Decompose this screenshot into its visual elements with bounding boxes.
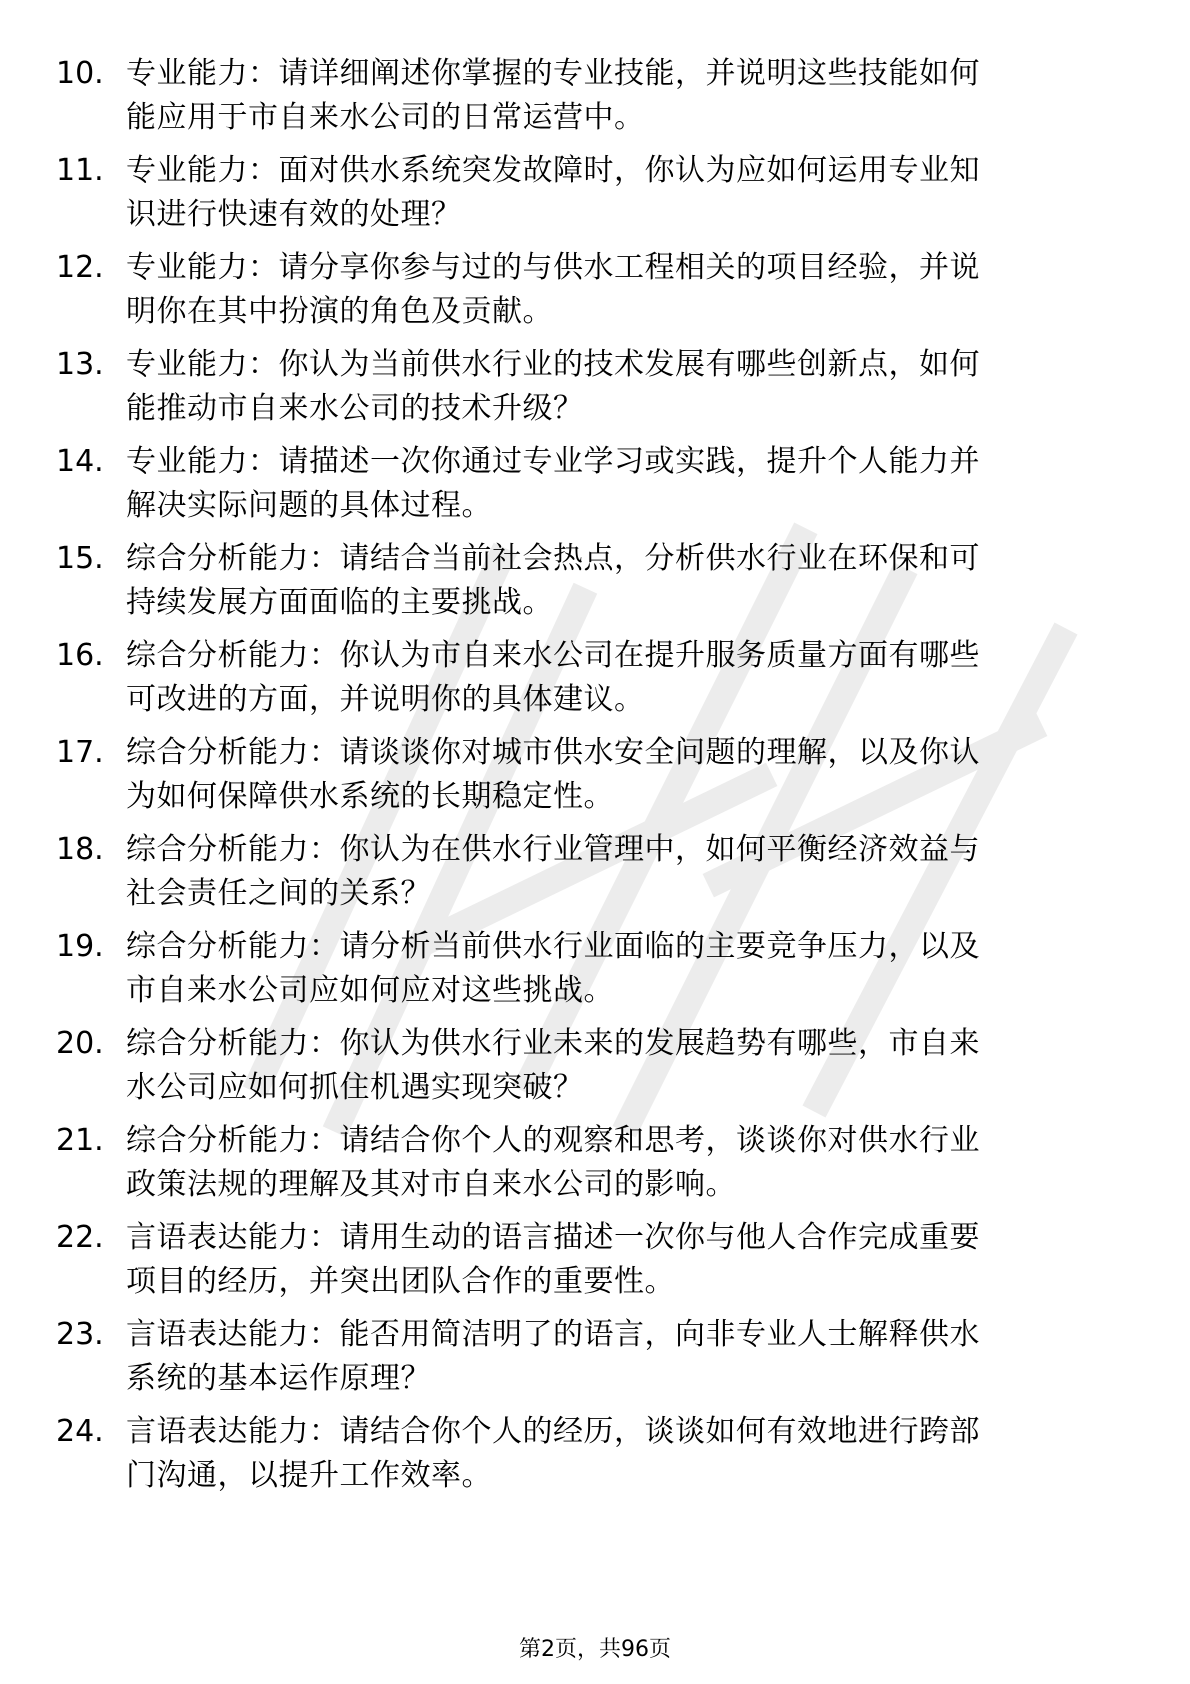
- question-text-line: 解决实际问题的具体过程。: [126, 488, 492, 523]
- question-text: [126, 440, 1126, 528]
- question-text-line: 专业能力：请描述一次你通过专业学习或实践，提升个人能力并: [126, 444, 980, 479]
- question-list: [0, 52, 1190, 1507]
- question-text-line: 可改进的方面，并说明你的具体建议。: [126, 682, 645, 717]
- question-text-line: 系统的基本运作原理？: [126, 1361, 431, 1396]
- question-item: [0, 440, 1190, 537]
- question-item: [0, 1313, 1190, 1410]
- question-text-line: 言语表达能力：请用生动的语言描述一次你与他人合作完成重要: [126, 1220, 980, 1255]
- question-text-line: 政策法规的理解及其对市自来水公司的影响。: [126, 1167, 736, 1202]
- question-text-line: 专业能力：请分享你参与过的与供水工程相关的项目经验，并说: [126, 250, 980, 285]
- question-text-line: 综合分析能力：你认为在供水行业管理中，如何平衡经济效益与: [126, 832, 980, 867]
- question-text-line: 专业能力：你认为当前供水行业的技术发展有哪些创新点，如何: [126, 347, 980, 382]
- question-text-line: 能应用于市自来水公司的日常运营中。: [126, 100, 645, 135]
- question-text: [126, 1119, 1126, 1207]
- question-item: [0, 1216, 1190, 1313]
- question-item: [0, 1119, 1190, 1216]
- question-number: 12.: [56, 250, 104, 285]
- question-number: 13.: [56, 347, 104, 382]
- question-item: [0, 246, 1190, 343]
- question-text: [126, 246, 1126, 334]
- question-number: 24.: [56, 1414, 104, 1449]
- question-text: [126, 1313, 1126, 1401]
- question-text: [126, 828, 1126, 916]
- question-number: 14.: [56, 444, 104, 479]
- question-text: [126, 1216, 1126, 1304]
- question-text: [126, 537, 1126, 625]
- question-text-line: 持续发展方面面临的主要挑战。: [126, 585, 553, 620]
- question-number: 23.: [56, 1317, 104, 1352]
- question-text: [126, 1022, 1126, 1110]
- question-text-line: 言语表达能力：请结合你个人的经历，谈谈如何有效地进行跨部: [126, 1414, 980, 1449]
- question-text: [126, 343, 1126, 431]
- question-text-line: 门沟通，以提升工作效率。: [126, 1458, 492, 1493]
- question-item: [0, 828, 1190, 925]
- question-item: [0, 731, 1190, 828]
- question-item: [0, 343, 1190, 440]
- question-number: 16.: [56, 638, 104, 673]
- page-footer: 第2页，共96页: [519, 1637, 671, 1662]
- question-text-line: 专业能力：请详细阐述你掌握的专业技能，并说明这些技能如何: [126, 56, 980, 91]
- question-text: [126, 1410, 1126, 1498]
- question-text: [126, 634, 1126, 722]
- question-text-line: 综合分析能力：你认为供水行业未来的发展趋势有哪些，市自来: [126, 1026, 980, 1061]
- question-text-line: 社会责任之间的关系？: [126, 876, 431, 911]
- question-number: 15.: [56, 541, 104, 576]
- question-item: [0, 1410, 1190, 1507]
- question-number: 10.: [56, 56, 104, 91]
- question-text-line: 综合分析能力：请结合当前社会热点，分析供水行业在环保和可: [126, 541, 980, 576]
- question-text: [126, 925, 1126, 1013]
- question-item: [0, 634, 1190, 731]
- question-item: [0, 1022, 1190, 1119]
- question-text: [126, 52, 1126, 140]
- question-text-line: 为如何保障供水系统的长期稳定性。: [126, 779, 614, 814]
- question-text-line: 能推动市自来水公司的技术升级？: [126, 391, 584, 426]
- question-number: 19.: [56, 929, 104, 964]
- question-text-line: 水公司应如何抓住机遇实现突破？: [126, 1070, 584, 1105]
- question-text-line: 综合分析能力：请结合你个人的观察和思考，谈谈你对供水行业: [126, 1123, 980, 1158]
- question-number: 21.: [56, 1123, 104, 1158]
- question-text-line: 专业能力：面对供水系统突发故障时，你认为应如何运用专业知: [126, 153, 980, 188]
- question-number: 18.: [56, 832, 104, 867]
- question-text-line: 项目的经历，并突出团队合作的重要性。: [126, 1264, 675, 1299]
- question-number: 11.: [56, 153, 104, 188]
- question-text-line: 综合分析能力：请谈谈你对城市供水安全问题的理解，以及你认: [126, 735, 980, 770]
- question-item: [0, 537, 1190, 634]
- question-number: 22.: [56, 1220, 104, 1255]
- question-item: [0, 925, 1190, 1022]
- question-number: 20.: [56, 1026, 104, 1061]
- question-text: [126, 149, 1126, 237]
- question-text-line: 市自来水公司应如何应对这些挑战。: [126, 973, 614, 1008]
- question-text-line: 综合分析能力：请分析当前供水行业面临的主要竞争压力，以及: [126, 929, 980, 964]
- question-item: [0, 149, 1190, 246]
- question-text: [126, 731, 1126, 819]
- question-text-line: 言语表达能力：能否用简洁明了的语言，向非专业人士解释供水: [126, 1317, 980, 1352]
- question-item: [0, 52, 1190, 149]
- question-text-line: 识进行快速有效的处理？: [126, 197, 462, 232]
- question-text-line: 明你在其中扮演的角色及贡献。: [126, 294, 553, 329]
- question-text-line: 综合分析能力：你认为市自来水公司在提升服务质量方面有哪些: [126, 638, 980, 673]
- question-number: 17.: [56, 735, 104, 770]
